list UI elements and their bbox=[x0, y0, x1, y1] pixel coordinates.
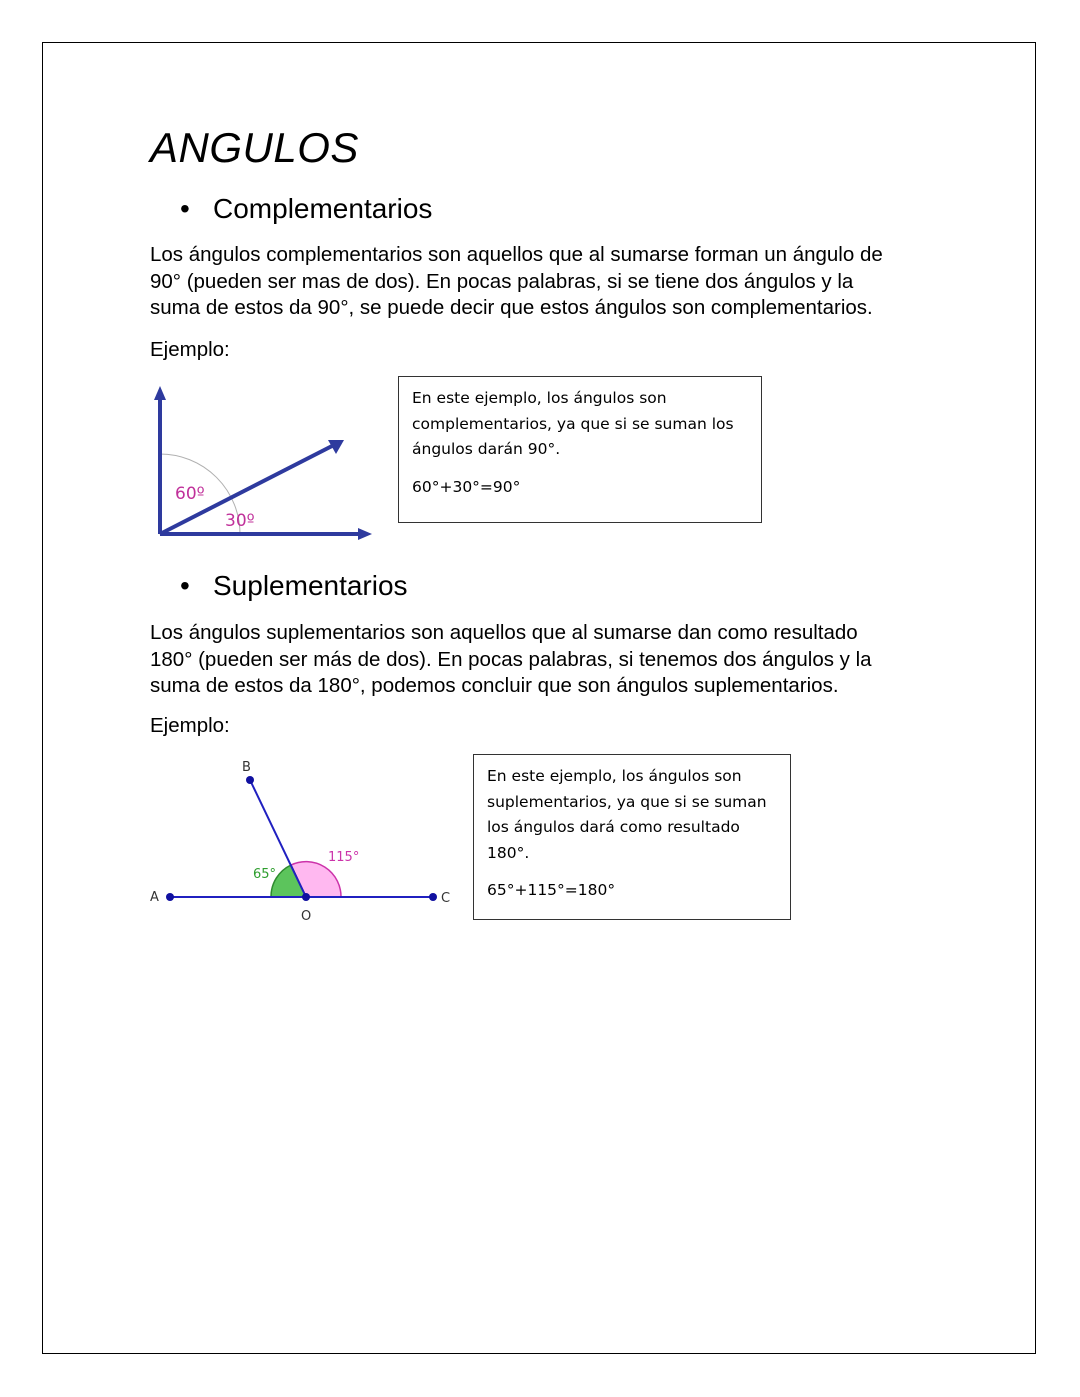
point-label-a: A bbox=[150, 890, 159, 905]
paragraph-line: suma de estos da 180°, podemos concluir que son ángulos suplementarios. bbox=[150, 674, 839, 697]
angle-label-65: 65° bbox=[253, 867, 277, 882]
point-a bbox=[166, 893, 174, 901]
section-heading-label: Complementarios bbox=[213, 193, 433, 224]
example-label: Ejemplo: bbox=[150, 714, 230, 737]
paragraph-complementarios bbox=[150, 242, 930, 322]
paragraph-line: Los ángulos complementarios son aquellos que al sumarse forman un ángulo de bbox=[150, 243, 883, 266]
paragraph-line: suma de estos da 90°, se puede decir que estos ángulos son complementarios. bbox=[150, 296, 873, 319]
example-label: Ejemplo: bbox=[150, 338, 230, 361]
note-box-complementarios bbox=[398, 376, 762, 523]
complementary-angles-figure bbox=[150, 384, 380, 544]
note-line: En este ejemplo, los ángulos son bbox=[487, 767, 742, 785]
angle-label-60: 60º bbox=[175, 484, 205, 504]
x-axis-arrow bbox=[358, 528, 372, 540]
note-box-suplementarios bbox=[473, 754, 791, 920]
note-equation: 65°+115°=180° bbox=[487, 881, 616, 899]
section-heading-label: Suplementarios bbox=[213, 570, 408, 601]
point-o bbox=[302, 893, 310, 901]
note-equation: 60°+30°=90° bbox=[412, 477, 521, 496]
point-label-b: B bbox=[242, 760, 251, 775]
note-line: los ángulos dará como resultado bbox=[487, 818, 740, 836]
note-line: En este ejemplo, los ángulos son bbox=[412, 389, 667, 407]
paragraph-line: Los ángulos suplementarios son aquellos que al sumarse dan como resultado bbox=[150, 621, 858, 644]
point-label-o: O bbox=[301, 909, 312, 924]
paragraph-suplementarios bbox=[150, 620, 930, 700]
supplementary-angles-figure bbox=[145, 755, 460, 925]
point-label-c: C bbox=[441, 891, 451, 906]
point-c bbox=[429, 893, 437, 901]
section-heading-complementarios bbox=[180, 193, 432, 225]
bullet-icon: • bbox=[180, 570, 190, 601]
angle-label-30: 30º bbox=[225, 511, 255, 531]
y-axis-arrow bbox=[154, 386, 166, 400]
note-line: ángulos darán 90°. bbox=[412, 440, 561, 458]
note-line: suplementarios, ya que si se suman bbox=[487, 792, 767, 811]
angle-label-115: 115° bbox=[328, 850, 360, 865]
point-b bbox=[246, 776, 254, 784]
bullet-icon: • bbox=[180, 193, 190, 224]
note-line: 180°. bbox=[487, 843, 530, 862]
paragraph-line: 180° (pueden ser más de dos). En pocas palabras, si tenemos dos ángulos y la bbox=[150, 647, 872, 671]
page-title: ANGULOS bbox=[150, 124, 359, 171]
section-heading-suplementarios bbox=[180, 570, 408, 602]
paragraph-line: 90° (pueden ser mas de dos). En pocas palabras, si se tiene dos ángulos y la bbox=[150, 269, 854, 293]
note-line: complementarios, ya que si se suman los bbox=[412, 414, 734, 433]
